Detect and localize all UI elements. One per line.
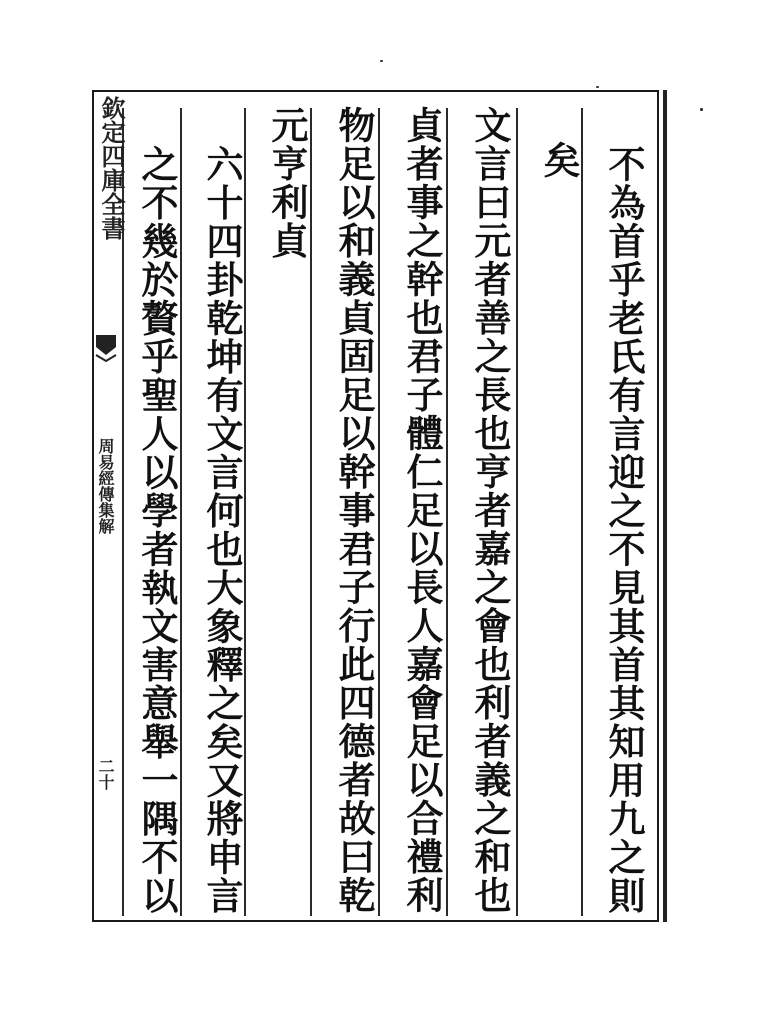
text-column-3: 文言曰元者善之長也亨者嘉之會也利者義之和也: [468, 106, 512, 915]
column-rule: [581, 108, 583, 916]
column-rule: [378, 108, 380, 916]
margin-collection-title: 欽定四庫全書: [97, 96, 126, 240]
print-speck: [380, 60, 383, 62]
text-column-4: 貞者事之幹也君子體仁足以長人嘉會足以合禮利: [400, 106, 444, 915]
text-column-6: 元亨利貞: [265, 106, 309, 260]
fish-tail-ornament: [94, 333, 118, 363]
text-column-7: 六十四卦乾坤有文言何也大象釋之矣又將申言: [200, 145, 244, 915]
text-column-2: 矣: [537, 141, 581, 180]
print-speck: [700, 108, 703, 111]
text-column-5: 物足以和義貞固足以幹事君子行此四德者故曰乾: [332, 106, 376, 915]
text-column-1: 不為首乎老氏有言迎之不見其首其知用九之則: [602, 145, 646, 915]
column-rule: [516, 108, 518, 916]
print-speck: [596, 86, 599, 88]
margin-page-number: 二十: [96, 758, 115, 790]
margin-book-title: 周易經傳集解: [96, 438, 115, 534]
text-column-8: 之不幾於贅乎聖人以學者執文害意舉一隅不以: [135, 145, 179, 915]
column-rule: [446, 108, 448, 916]
